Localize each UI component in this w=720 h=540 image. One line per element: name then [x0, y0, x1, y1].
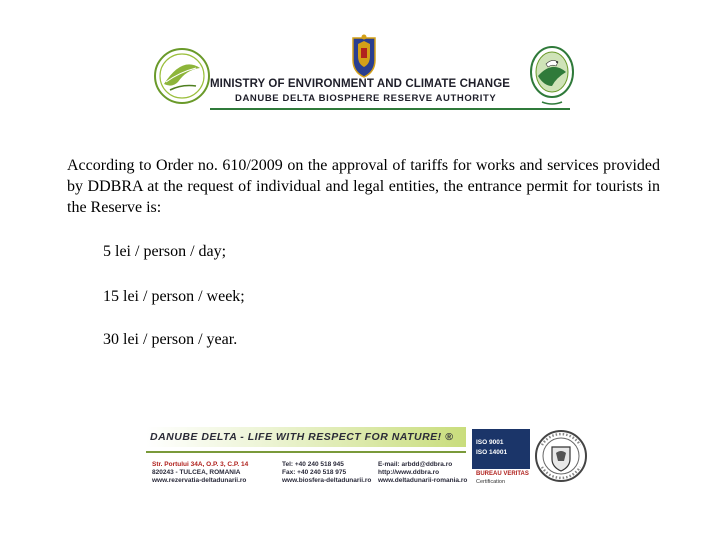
- romania-coat-of-arms-icon: [347, 34, 381, 78]
- iso-14001: ISO 14001: [476, 449, 508, 456]
- letterhead: [150, 30, 580, 112]
- bureau-veritas-name: BUREAU VERITAS: [476, 471, 529, 477]
- authority-name: DANUBE DELTA BIOSPHERE RESERVE AUTHORITY: [235, 93, 497, 104]
- footer-divider: [146, 451, 466, 453]
- iso-9001: ISO 9001: [476, 439, 504, 446]
- letterhead-footer: [146, 427, 586, 487]
- slogan: DANUBE DELTA - LIFE WITH RESPECT FOR NATURE! ®: [150, 431, 454, 443]
- website-biosfera: www.biosfera-deltadunarii.ro: [282, 477, 372, 484]
- order-paragraph: According to Order no. 610/2009 on the approval of tariffs for works and services provided by DDBRA at the request of individual and legal entities, the entrance permit for tourists in the Reserve is:: [67, 157, 660, 216]
- website-rezervatia: www.rezervatia-deltadunarii.ro: [152, 477, 247, 484]
- tariff-week: 15 lei / person / week;: [103, 288, 245, 305]
- email: E-mail: arbdd@ddbra.ro: [378, 461, 453, 468]
- ministry-name: MINISTRY OF ENVIRONMENT AND CLIMATE CHANGE: [210, 78, 511, 90]
- bureau-veritas-seal-icon: [534, 427, 588, 485]
- web-address: http://www.ddbra.ro: [378, 469, 440, 476]
- ministry-leaf-logo: [152, 46, 212, 106]
- iso-badge: [472, 429, 530, 469]
- biosphere-reserve-logo: [528, 42, 576, 110]
- phone: Tel: +40 240 518 945: [282, 461, 344, 468]
- website-deltadunarii: www.deltadunarii-romania.ro: [378, 477, 468, 484]
- address-line-2: 820243 - TULCEA, ROMANIA: [152, 469, 241, 476]
- header-divider: [210, 108, 570, 110]
- tariff-year: 30 lei / person / year.: [103, 331, 238, 348]
- fax: Fax: +40 240 518 975: [282, 469, 347, 476]
- online-block: [378, 461, 467, 485]
- tariff-day: 5 lei / person / day;: [103, 243, 227, 260]
- contact-block: [282, 461, 371, 485]
- address-line-1: Str. Portului 34A, O.P. 3, C.P. 14: [152, 461, 249, 468]
- address-block: [152, 461, 248, 485]
- bureau-veritas-cert: Certification: [476, 479, 506, 485]
